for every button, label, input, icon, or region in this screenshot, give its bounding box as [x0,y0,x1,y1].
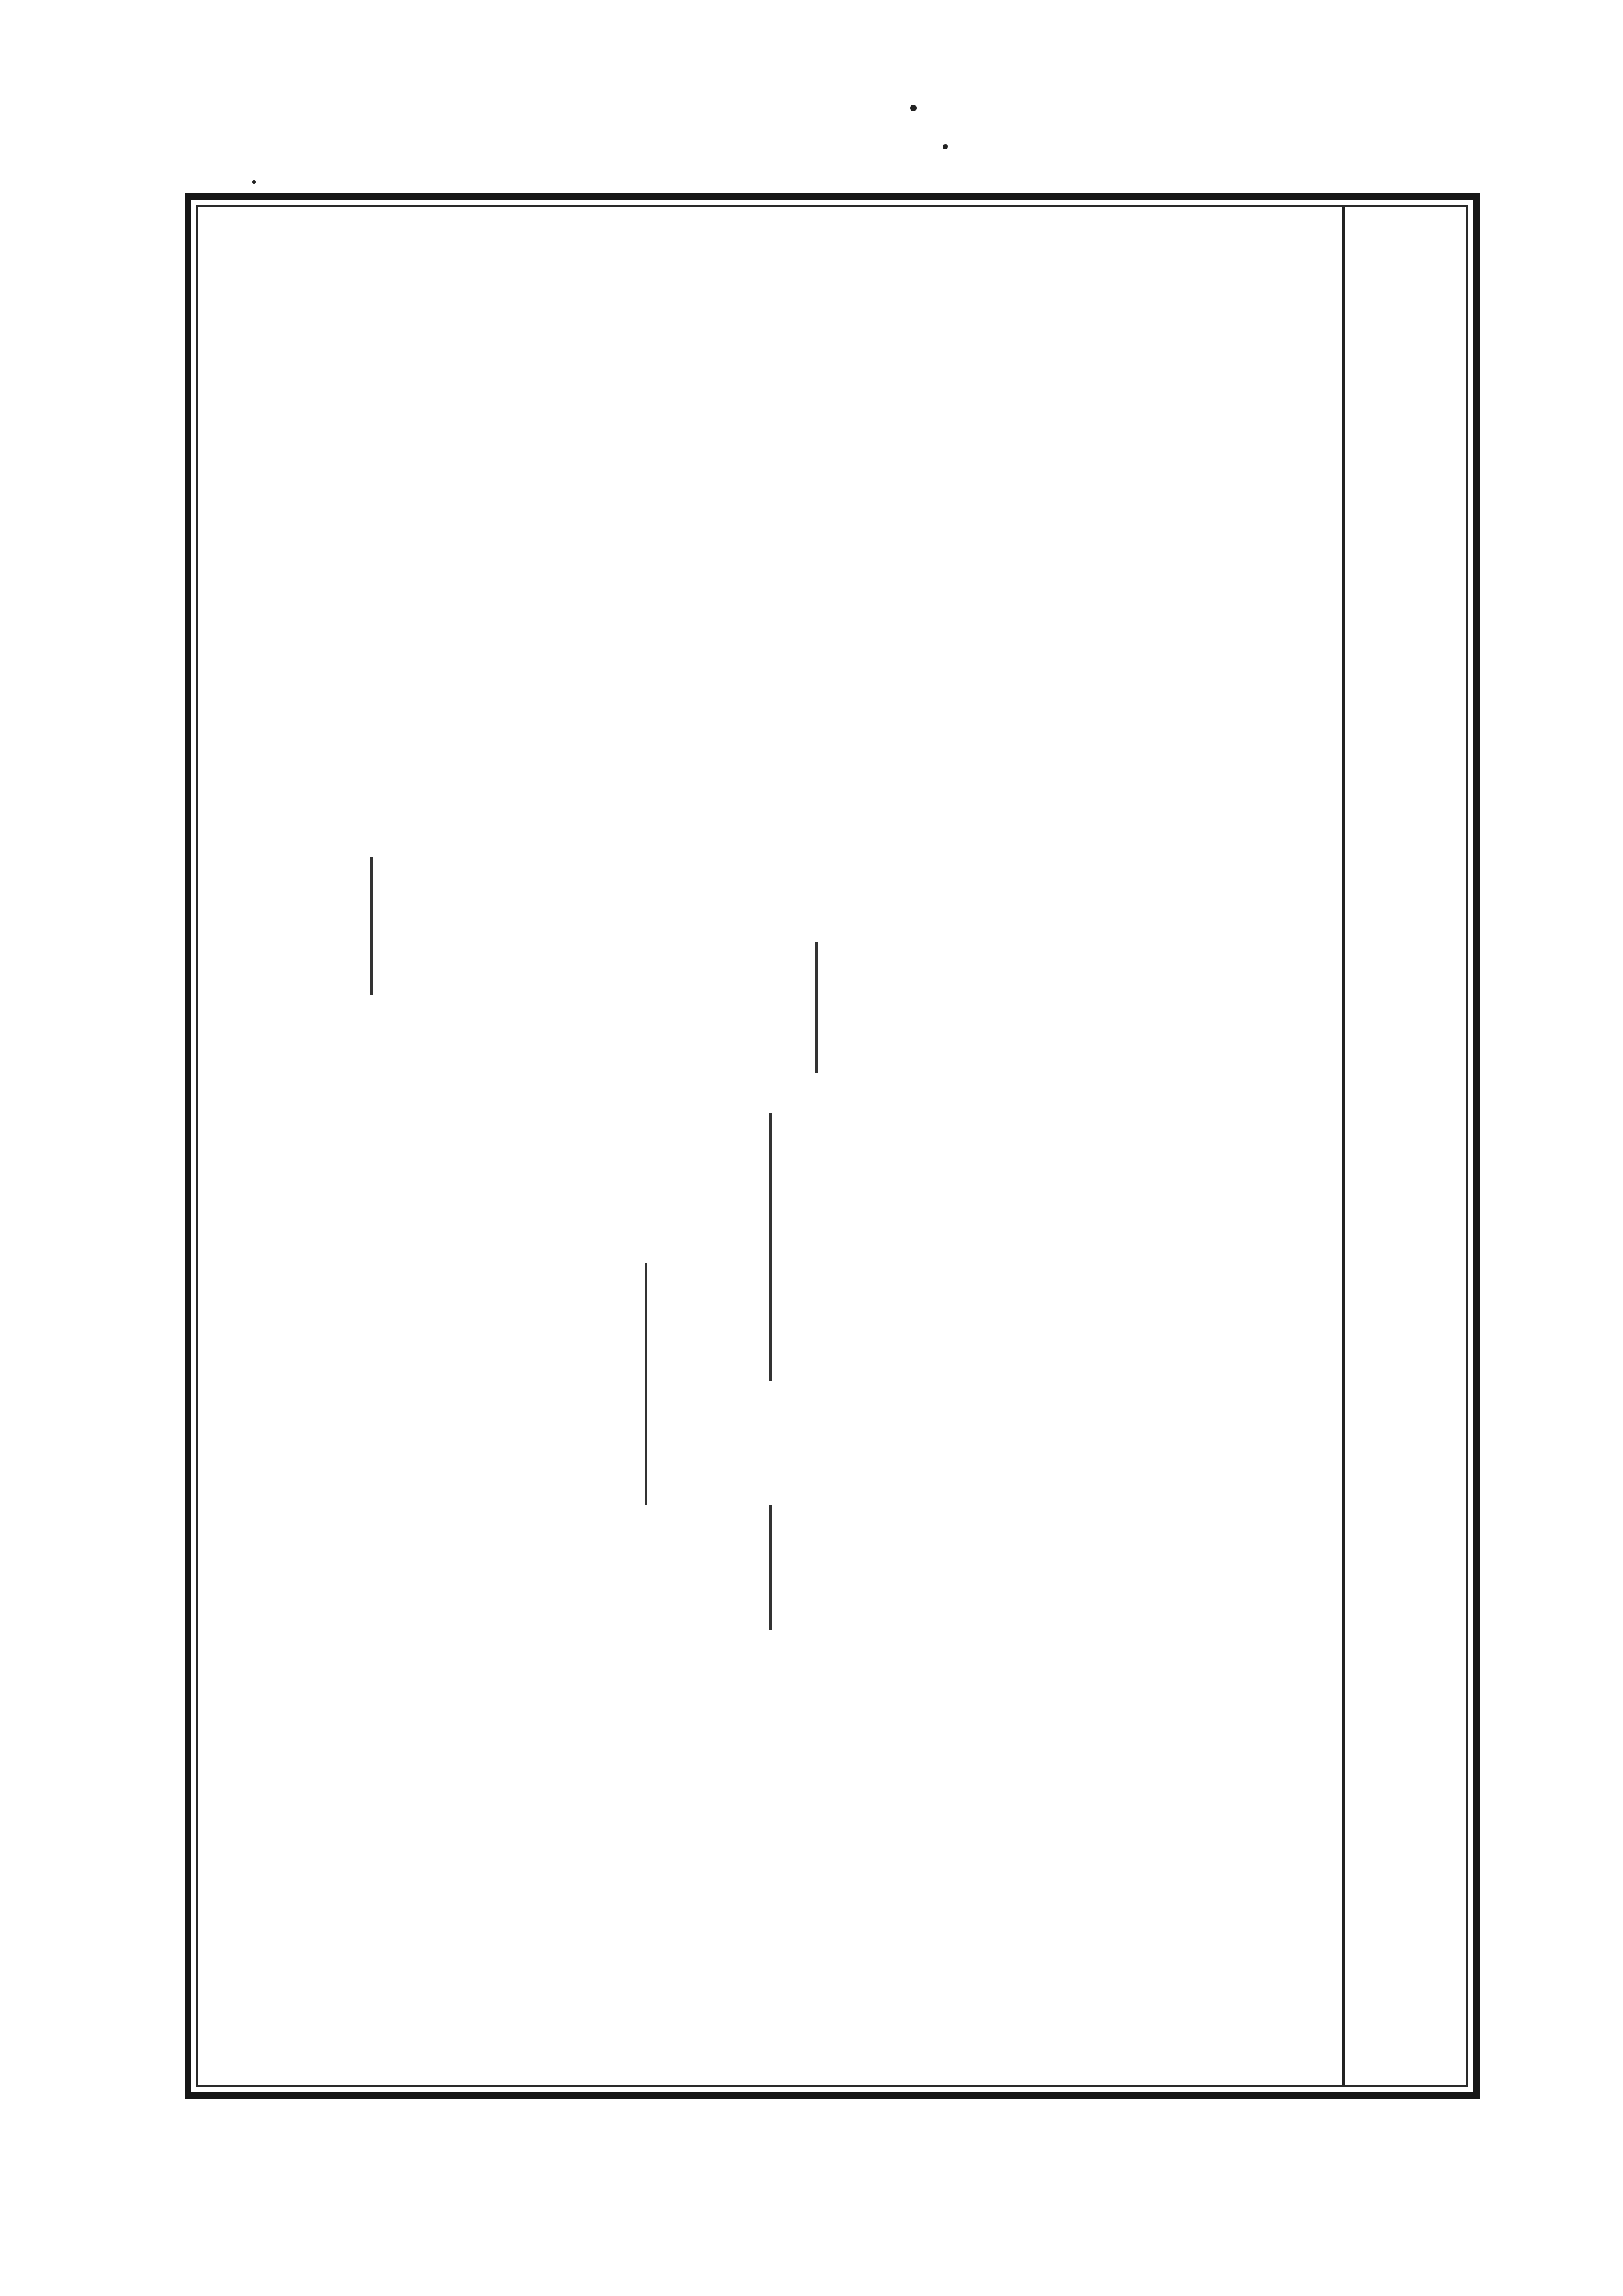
header-column [1342,207,1467,2085]
scan-speck [943,144,948,149]
name-underline-rule [769,1505,772,1630]
scan-speck [252,180,256,184]
name-underline-rule [370,857,373,995]
name-underline-rule [769,1113,772,1381]
scripture-text [226,226,1332,2058]
name-underline-rule [815,942,818,1073]
name-underline-rule [645,1263,647,1505]
scan-speck [910,105,917,111]
